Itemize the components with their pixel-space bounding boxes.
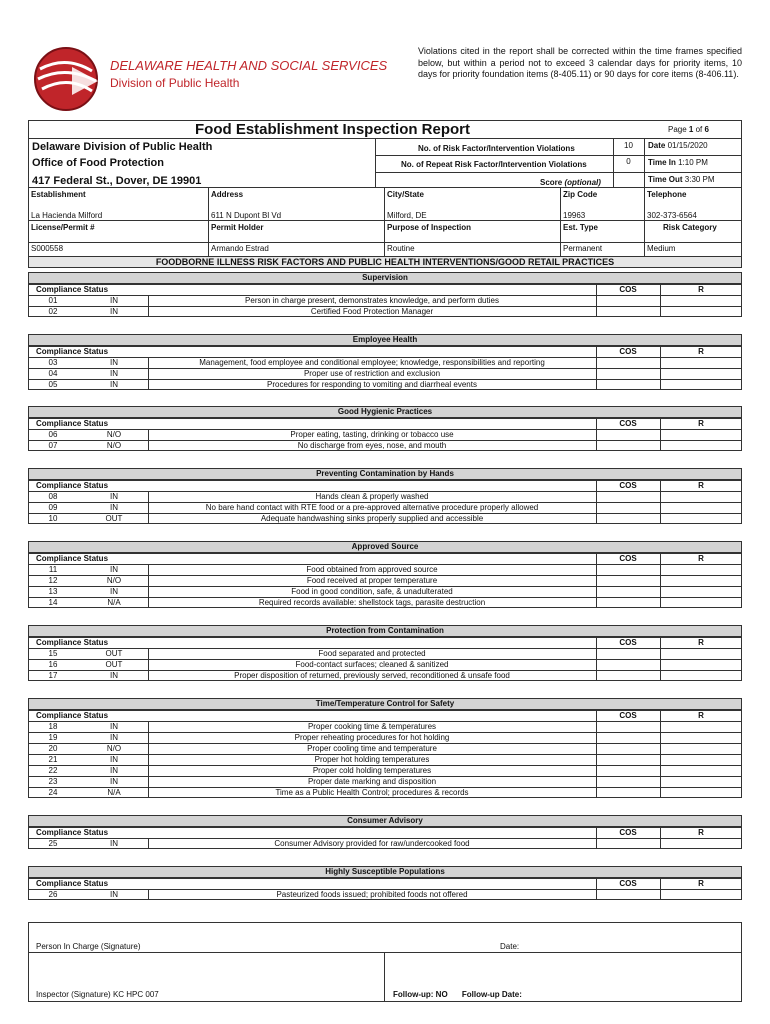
- item-number: 04: [48, 369, 58, 378]
- item-description: Food obtained from approved source: [306, 565, 438, 574]
- item-description: Food received at proper temperature: [306, 576, 438, 585]
- item-status: IN: [110, 766, 118, 775]
- purpose-value: Routine: [387, 244, 415, 253]
- date-signature-label: Date:: [500, 942, 520, 951]
- item-number: 06: [48, 430, 58, 439]
- risk-violations-value: 10: [624, 141, 633, 150]
- item-number: 03: [48, 358, 58, 367]
- score-optional: (optional): [564, 178, 601, 187]
- item-description: Pasteurized foods issued; prohibited foods not offered: [276, 890, 468, 899]
- item-description: No bare hand contact with RTE food or a pre-approved alternative procedure properly allowed: [205, 503, 539, 512]
- time-in-label: Time In: [648, 158, 676, 167]
- inspector-id: KC HPC 007: [112, 990, 159, 999]
- item-description: Food-contact surfaces; cleaned & sanitized: [295, 660, 449, 669]
- section-title: Time/Temperature Control for Safety: [315, 699, 455, 708]
- item-status: IN: [110, 492, 118, 501]
- r-column-label: R: [698, 638, 704, 647]
- item-status: IN: [110, 839, 118, 848]
- item-status: N/A: [107, 598, 121, 607]
- item-number: 19: [48, 733, 58, 742]
- repeat-violations-label: No. of Repeat Risk Factor/Intervention Violations: [401, 160, 587, 169]
- follow-up-label: Follow-up:: [393, 990, 434, 999]
- license-value: S000558: [31, 244, 64, 253]
- item-status: OUT: [105, 649, 123, 658]
- compliance-status-label: Compliance Status: [36, 828, 109, 837]
- cos-column-label: COS: [619, 554, 637, 563]
- item-number: 16: [48, 660, 58, 669]
- holder-label: Permit Holder: [211, 223, 264, 232]
- risk-category-label: Risk Category: [663, 223, 717, 232]
- time-out: [648, 175, 715, 185]
- section-title: Approved Source: [351, 542, 419, 551]
- item-status: N/O: [106, 576, 122, 585]
- time-out-label: Time Out: [648, 175, 683, 184]
- est-type-label: Est. Type: [563, 223, 598, 232]
- time-in-value: 1:10 PM: [678, 158, 708, 167]
- item-number: 26: [48, 890, 58, 899]
- r-column-label: R: [698, 419, 704, 428]
- page-number: 1: [688, 125, 694, 134]
- est-type-value: Permanent: [563, 244, 603, 253]
- compliance-status-label: Compliance Status: [36, 638, 109, 647]
- item-status: IN: [110, 587, 118, 596]
- item-description: Proper cooling time and temperature: [307, 744, 437, 753]
- item-status: IN: [110, 733, 118, 742]
- item-status: IN: [110, 503, 118, 512]
- item-status: IN: [110, 296, 118, 305]
- section-title: Highly Susceptible Populations: [325, 867, 445, 876]
- risk-category-value: Medium: [647, 244, 676, 253]
- zip-label: Zip Code: [563, 190, 598, 199]
- page-total: 6: [704, 125, 709, 134]
- item-description: Food in good condition, safe, & unadulterated: [291, 587, 453, 596]
- time-out-value: 3:30 PM: [684, 175, 715, 184]
- item-status: IN: [110, 777, 118, 786]
- r-column-label: R: [698, 711, 704, 720]
- item-description: Required records available: shellstock tags, parasite destruction: [258, 598, 486, 607]
- phone-label: Telephone: [647, 190, 687, 199]
- item-description: Procedures for responding to vomiting and diarrheal events: [267, 380, 477, 389]
- inspector-signature-label: Inspector (Signature): [36, 990, 111, 999]
- holder-value: Armando Estrad: [211, 244, 269, 253]
- item-number: 02: [48, 307, 58, 316]
- address-value: 611 N Dupont Bl Vd: [211, 211, 282, 220]
- item-status: OUT: [105, 514, 123, 523]
- r-column-label: R: [698, 879, 704, 888]
- section-title: Supervision: [362, 273, 408, 282]
- page-indicator: [668, 125, 709, 135]
- cos-column-label: COS: [619, 828, 637, 837]
- city-value: Milford, DE: [387, 211, 427, 220]
- follow-up-date-label: Follow-up Date:: [461, 990, 522, 999]
- date-value: 01/15/2020: [667, 141, 708, 150]
- inspection-date: [648, 141, 708, 151]
- item-status: IN: [110, 722, 118, 731]
- item-description: Proper eating, tasting, drinking or tobacco use: [290, 430, 454, 439]
- cos-column-label: COS: [619, 419, 637, 428]
- pic-signature-label: Person In Charge (Signature): [36, 942, 141, 951]
- r-column-label: R: [698, 347, 704, 356]
- item-number: 24: [48, 788, 58, 797]
- cos-column-label: COS: [619, 638, 637, 647]
- item-status: IN: [110, 890, 118, 899]
- city-label: City/State: [387, 190, 424, 199]
- item-number: 01: [48, 296, 58, 305]
- r-column-label: R: [698, 554, 704, 563]
- section-title: Employee Health: [352, 335, 418, 344]
- item-description: Hands clean & properly washed: [315, 492, 429, 501]
- time-in: [648, 158, 708, 168]
- item-description: Proper disposition of returned, previously served, reconditioned & unsafe food: [234, 671, 510, 680]
- item-status: IN: [110, 565, 118, 574]
- cos-column-label: COS: [619, 285, 637, 294]
- score-word: Score: [540, 178, 563, 187]
- date-label: Date: [648, 141, 666, 150]
- cos-column-label: COS: [619, 711, 637, 720]
- establishment-value: La Hacienda Milford: [31, 211, 103, 220]
- license-label: License/Permit #: [31, 223, 95, 232]
- section-title: Good Hygienic Practices: [337, 407, 433, 416]
- dhss-logo: [28, 45, 106, 113]
- compliance-status-label: Compliance Status: [36, 711, 109, 720]
- item-description: Proper reheating procedures for hot holding: [294, 733, 450, 742]
- org-line-1: Delaware Division of Public Health: [32, 141, 213, 153]
- item-number: 20: [48, 744, 58, 753]
- item-status: N/O: [106, 430, 122, 439]
- item-description: Certified Food Protection Manager: [310, 307, 434, 316]
- org-line-2: Office of Food Protection: [32, 157, 164, 169]
- item-description: Adequate handwashing sinks properly supplied and accessible: [260, 514, 484, 523]
- section-title: Consumer Advisory: [347, 816, 423, 825]
- follow-up: [393, 990, 522, 1000]
- item-number: 12: [48, 576, 58, 585]
- item-status: N/O: [106, 441, 122, 450]
- compliance-status-label: Compliance Status: [36, 347, 109, 356]
- item-number: 07: [48, 441, 58, 450]
- inspector-signature: [36, 990, 159, 1000]
- compliance-status-label: Compliance Status: [36, 481, 109, 490]
- correction-notice: Violations cited in the report shall be corrected within the time frames specified below, but within a period not to exceed 3 calendar days for priority items, 10 days for priority foundation items (8-405.11) or 90 days for core items (8-406.11).: [418, 46, 742, 79]
- r-column-label: R: [698, 828, 704, 837]
- division-name: Division of Public Health: [110, 76, 240, 90]
- item-description: Person in charge present, demonstrates knowledge, and perform duties: [245, 296, 499, 305]
- compliance-status-label: Compliance Status: [36, 879, 109, 888]
- item-description: Consumer Advisory provided for raw/undercooked food: [274, 839, 470, 848]
- org-line-3: 417 Federal St., Dover, DE 19901: [32, 175, 202, 187]
- cos-column-label: COS: [619, 347, 637, 356]
- item-description: No discharge from eyes, nose, and mouth: [297, 441, 447, 450]
- risk-violations-label: No. of Risk Factor/Intervention Violations: [418, 144, 575, 153]
- item-number: 05: [48, 380, 58, 389]
- item-description: Proper use of restriction and exclusion: [303, 369, 441, 378]
- item-status: N/O: [106, 744, 122, 753]
- item-number: 14: [48, 598, 58, 607]
- item-number: 25: [48, 839, 58, 848]
- compliance-status-label: Compliance Status: [36, 285, 109, 294]
- purpose-label: Purpose of Inspection: [387, 223, 472, 232]
- item-description: Food separated and protected: [318, 649, 426, 658]
- item-number: 13: [48, 587, 58, 596]
- item-status: IN: [110, 369, 118, 378]
- item-number: 15: [48, 649, 58, 658]
- item-status: IN: [110, 358, 118, 367]
- item-description: Proper date marking and disposition: [307, 777, 437, 786]
- page-prefix: Page: [668, 125, 687, 134]
- item-number: 10: [48, 514, 58, 523]
- agency-name: DELAWARE HEALTH AND SOCIAL SERVICES: [110, 58, 388, 73]
- item-number: 22: [48, 766, 58, 775]
- page-of: of: [695, 125, 703, 134]
- zip-value: 19963: [563, 211, 586, 220]
- r-column-label: R: [698, 481, 704, 490]
- repeat-violations-value: 0: [626, 157, 631, 166]
- foodborne-banner: FOODBORNE ILLNESS RISK FACTORS AND PUBLIC HEALTH INTERVENTIONS/GOOD RETAIL PRACTICES: [28, 256, 742, 268]
- item-status: OUT: [105, 660, 123, 669]
- item-description: Proper cooking time & temperatures: [307, 722, 437, 731]
- section-title: Preventing Contamination by Hands: [316, 469, 454, 478]
- r-column-label: R: [698, 285, 704, 294]
- phone-value: 302-373-6564: [647, 211, 697, 220]
- compliance-status-label: Compliance Status: [36, 554, 109, 563]
- item-number: 09: [48, 503, 58, 512]
- section-title: Protection from Contamination: [326, 626, 444, 635]
- item-status: IN: [110, 671, 118, 680]
- cos-column-label: COS: [619, 481, 637, 490]
- item-number: 18: [48, 722, 58, 731]
- item-number: 11: [48, 565, 58, 574]
- item-number: 23: [48, 777, 58, 786]
- address-label: Address: [211, 190, 244, 199]
- item-status: N/A: [107, 788, 121, 797]
- item-description: Management, food employee and conditional employee; knowledge, responsibilities and reporting: [199, 358, 545, 367]
- item-number: 17: [48, 671, 58, 680]
- report-title: Food Establishment Inspection Report: [195, 121, 471, 138]
- establishment-label: Establishment: [31, 190, 86, 199]
- item-description: Proper hot holding temperatures: [314, 755, 430, 764]
- item-description: Time as a Public Health Control; procedures & records: [275, 788, 469, 797]
- compliance-status-label: Compliance Status: [36, 419, 109, 428]
- item-status: IN: [110, 755, 118, 764]
- item-description: Proper cold holding temperatures: [312, 766, 432, 775]
- follow-up-value: NO: [435, 990, 448, 999]
- item-number: 21: [48, 755, 58, 764]
- item-number: 08: [48, 492, 58, 501]
- item-status: IN: [110, 380, 118, 389]
- item-status: IN: [110, 307, 118, 316]
- cos-column-label: COS: [619, 879, 637, 888]
